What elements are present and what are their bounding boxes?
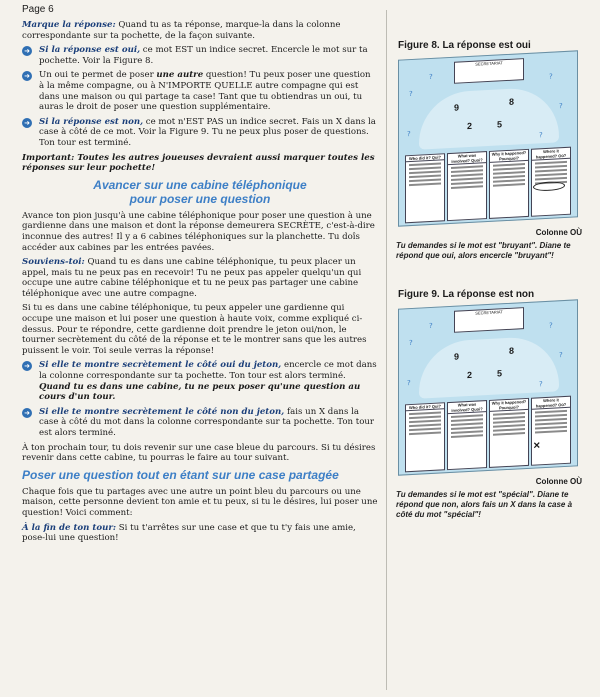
card-where: Where it happened? Où? [531, 147, 571, 217]
house-label: SECRETARIAT [454, 58, 524, 84]
answer-cards [405, 147, 571, 222]
card-where: Where it happened? Où? [531, 396, 571, 466]
question-mark-icon: ? [559, 351, 563, 360]
question-mark-icon: ? [549, 321, 553, 330]
paragraph-mark-answer: Marque la réponse: Quand tu as ta réponse, marque-la dans la colonne correspondante sur ta pochette, de la façon suivante. [22, 20, 341, 41]
bullet-yes: ➜ Si la réponse est oui, ce mot EST un indice secret. Encercle le mot sur ta pochette. Voir la Figure 8. [22, 45, 378, 66]
column-divider [386, 10, 387, 690]
question-mark-icon: ? [409, 89, 413, 99]
figure-8-column-label: Colonne OÙ [535, 228, 582, 237]
figures-column [392, 40, 592, 520]
question-mark-icon: ? [559, 102, 563, 111]
card-who: Who did it? Qui? [405, 402, 445, 472]
arrow-icon: ➜ [22, 71, 32, 81]
important-note: Important: Toutes les autres joueuses devraient aussi marquer toutes les réponses sur leur pochette! [22, 152, 375, 174]
card-who: Who did it? Qui? [405, 153, 445, 223]
paragraph-next-turn: À ton prochain tour, tu dois revenir sur une case bleue du parcours. Si tu désires revenir dans cette cabine, tu pourras le faire au tour suivant. [22, 442, 376, 464]
figure-8-board-illustration [398, 50, 578, 226]
figure-9 [392, 289, 592, 520]
board-number: 9 [454, 351, 460, 362]
paragraph-remember: Souviens-toi: Quand tu es dans une cabine téléphonique, tu peux placer un appel, mais tu ne peux pas en recevoir! Tu ne peux pas appeler quelqu'un qui occupe une autre cabine téléphonique et tu ne peux pas partager une cabine téléphonique avec une autre compagne. [22, 257, 362, 299]
arrow-icon: ➜ [22, 118, 32, 128]
question-mark-icon: ? [429, 72, 433, 82]
bullet-secret-yes: ➜ Si elle te montre secrètement le côté oui du jeton, encercle ce mot dans la colonne correspondante sur ta pochette. Ton tour est alors terminé. Quand tu es dans une cabine, tu ne peux poser qu'une question au cours d'un tour. [22, 360, 378, 402]
card-what: What was involved? Quoi? [447, 151, 487, 221]
board-number: 9 [454, 102, 460, 113]
question-mark-icon: ? [409, 338, 413, 348]
answer-cards [405, 396, 571, 471]
bullet-secret-no: ➜ Si elle te montre secrètement le côté non du jeton, fais un X dans la case à côté du mot dans la colonne correspondante sur ta pochette. Ton tour est alors terminé. [22, 407, 378, 439]
figure-8-title: Figure 8. La réponse est oui [398, 40, 531, 51]
board-number: 5 [497, 119, 503, 130]
arrow-icon: ➜ [22, 46, 32, 56]
paragraph-shared: Chaque fois que tu partages avec une autre un point bleu du parcours ou une maison, cette personne devient ton amie et tu peux, si tu le désires, lui poser une question! Voici comment: [22, 486, 378, 518]
figure-8 [392, 40, 592, 261]
board-pad [419, 335, 559, 398]
board-number: 5 [497, 368, 503, 379]
main-text-column [22, 20, 378, 548]
card-what: What was involved? Quoi? [447, 400, 487, 470]
question-mark-icon: ? [539, 380, 543, 389]
figure-9-title: Figure 9. La réponse est non [398, 289, 535, 300]
question-mark-icon: ? [407, 379, 411, 388]
bullet-no: ➜ Si la réponse est non, ce mot n'EST PAS un indice secret. Fais un X dans la case à côté de ce mot. Voir la Figure 9. Tu ne peux plus poser de questions. Ton tour est terminé. [22, 117, 378, 149]
question-mark-icon: ? [539, 131, 543, 140]
card-why: Why it happened? Pourquoi? [489, 149, 529, 219]
board-pad [419, 86, 559, 149]
page-number: Page 6 [22, 4, 54, 15]
paragraph-end-turn: À la fin de ton tour: Si tu t'arrêtes sur une case et que tu t'y fais une amie, pose-lui une question! [22, 522, 356, 544]
question-mark-icon: ? [407, 130, 411, 139]
figure-9-column-label: Colonne OÙ [535, 477, 582, 486]
paragraph-call: Si tu es dans une cabine téléphonique, tu peux appeler une gardienne qui occupe une maison et lui poser une question à haute voix, comme expliqué ci-dessus. Pour te répondre, cette gardienne doit prendre le jeton oui/non, le tourner secrètement du côté de la réponse et te le montrer sans que les autres puissent le voir. Toi seule verras la réponse! [22, 303, 367, 356]
board-number: 2 [467, 120, 473, 132]
section-heading-shared-space: Poser une question tout en étant sur une case partagée [22, 467, 339, 482]
board-number: 8 [509, 96, 515, 107]
arrow-icon: ➜ [22, 361, 32, 371]
figure-9-caption: Tu demandes si le mot est "spécial". Diane te répond que non, alors fais un X dans la case à côté du mot "spécial"! [396, 490, 573, 519]
question-mark-icon: ? [429, 321, 433, 331]
board-number: 2 [467, 369, 473, 381]
bullet-another-question: ➜ Un oui te permet de poser une autre question! Tu peux poser une question à la même compagne, ou à N'IMPORTE QUELLE autre compagne qui est dans une maison ou qui partage ta case! Tant que tu obtiendras un oui, tu auras le droit de poser une question supplémentaire. [22, 70, 378, 112]
figure-9-board-illustration [398, 299, 578, 475]
x-mark-icon: ✕ [533, 441, 541, 452]
paragraph-phone-booth: Avance ton pion jusqu'à une cabine téléphonique pour poser une question à une gardienne dans une maison et dont la réponse demeurera SECRÈTE, c'est-à-dire inconnue des autres! Il y a 6 cabines téléphoniques sur la planchette. Tu doîs accéder aux cabines par les entrées pavées. [22, 210, 375, 253]
section-heading-phone-booth: Avancer sur une cabine téléphonique pour poser une question [93, 177, 307, 206]
card-why: Why it happened? Pourquoi? [489, 398, 529, 468]
figure-8-caption: Tu demandes si le mot est "bruyant". Diane te répond que oui, alors encercle "bruyant"! [396, 241, 571, 260]
arrow-icon: ➜ [22, 408, 32, 418]
question-mark-icon: ? [549, 72, 553, 81]
house-label: SECRETARIAT [454, 307, 524, 333]
board-number: 8 [509, 345, 515, 356]
